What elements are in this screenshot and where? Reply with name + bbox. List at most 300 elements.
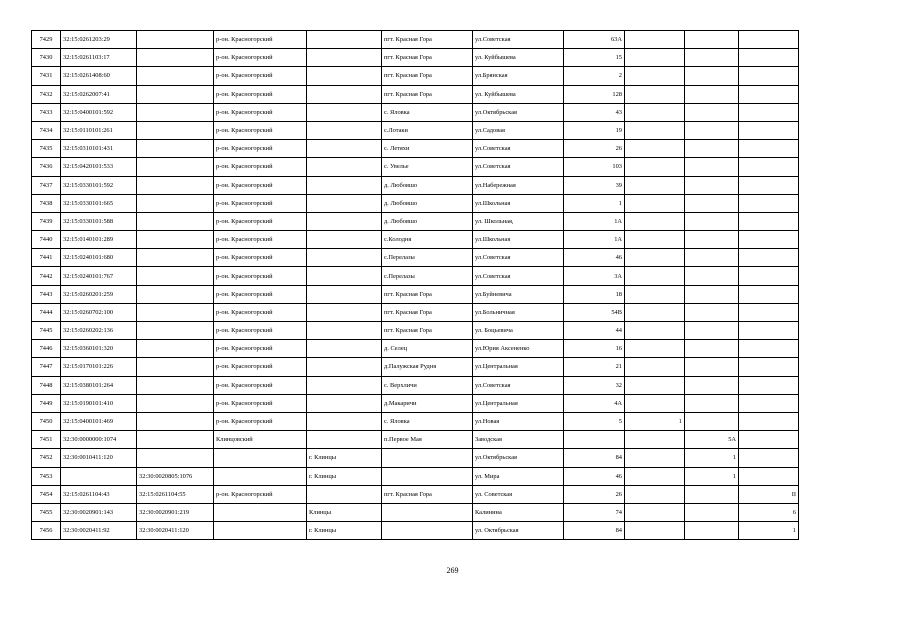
- cell-city: [307, 485, 382, 503]
- cell-cadastral-number: 32:15:0190101:410: [61, 394, 137, 412]
- cell-extra-col-1: [625, 121, 685, 139]
- cell-city: [307, 394, 382, 412]
- cell-district: р-он. Красногорский: [214, 176, 307, 194]
- cell-extra-col-1: [625, 503, 685, 521]
- cell-extra-col-3: [739, 176, 799, 194]
- cell-extra-col-2: [685, 49, 739, 67]
- cell-row-number: 7435: [32, 140, 61, 158]
- cell-row-number: 7456: [32, 522, 61, 540]
- cell-cadastral-number: 32:15:0330101:592: [61, 176, 137, 194]
- cell-house-number: 32: [564, 376, 625, 394]
- cell-extra-col-1: 1: [625, 412, 685, 430]
- cell-extra-col-3: [739, 412, 799, 430]
- cell-extra-col-3: [739, 285, 799, 303]
- table-row: [32, 67, 799, 85]
- cell-cadastral-number-2: [137, 285, 214, 303]
- cell-extra-col-1: [625, 303, 685, 321]
- table-row: [32, 103, 799, 121]
- cell-cadastral-number: 32:15:0330101:665: [61, 194, 137, 212]
- cell-extra-col-3: [739, 158, 799, 176]
- cell-street: ул.Советская: [473, 158, 564, 176]
- cell-house-number: 26: [564, 485, 625, 503]
- cell-extra-col-2: [685, 394, 739, 412]
- page-number: 269: [446, 566, 459, 575]
- cell-city: [307, 303, 382, 321]
- cell-district: р-он. Красногорский: [214, 231, 307, 249]
- cell-row-number: 7432: [32, 85, 61, 103]
- cell-district: р-он. Красногорский: [214, 31, 307, 49]
- cell-district: р-он. Красногорский: [214, 267, 307, 285]
- cell-extra-col-1: [625, 285, 685, 303]
- cell-house-number: 43: [564, 103, 625, 121]
- cell-district: р-он. Красногорский: [214, 49, 307, 67]
- cell-street: ул.Брянская: [473, 67, 564, 85]
- cell-district: р-он. Красногорский: [214, 103, 307, 121]
- table-row: [32, 322, 799, 340]
- cell-street: ул.Центральная: [473, 394, 564, 412]
- cell-row-number: 7454: [32, 485, 61, 503]
- cell-extra-col-2: [685, 285, 739, 303]
- cell-cadastral-number: 32:15:0261104:43: [61, 485, 137, 503]
- cell-city: [307, 212, 382, 230]
- cell-city: [307, 267, 382, 285]
- cell-city: [307, 121, 382, 139]
- cell-extra-col-2: [685, 176, 739, 194]
- cell-district: р-он. Красногорский: [214, 194, 307, 212]
- cell-settlement: пгт. Красная Гора: [382, 485, 473, 503]
- cell-extra-col-3: 1: [739, 522, 799, 540]
- cell-settlement: с. Яловка: [382, 412, 473, 430]
- cell-district: р-он. Красногорский: [214, 358, 307, 376]
- cell-street: ул. Октябрьская: [473, 522, 564, 540]
- cell-settlement: с. Увелье: [382, 158, 473, 176]
- cell-extra-col-2: [685, 158, 739, 176]
- cell-extra-col-3: [739, 103, 799, 121]
- cell-street: ул. Мира: [473, 467, 564, 485]
- cell-cadastral-number-2: 32:15:0261104:55: [137, 485, 214, 503]
- table-row: [32, 176, 799, 194]
- cell-extra-col-2: [685, 522, 739, 540]
- cell-cadastral-number: 32:15:0380101:264: [61, 376, 137, 394]
- cell-extra-col-1: [625, 67, 685, 85]
- table-body: [32, 31, 799, 540]
- table-row: [32, 85, 799, 103]
- cell-cadastral-number: 32:15:0240101:680: [61, 249, 137, 267]
- cell-house-number: 84: [564, 522, 625, 540]
- cell-street: ул.Буйневича: [473, 285, 564, 303]
- cell-settlement: с. Летяхи: [382, 140, 473, 158]
- cell-extra-col-3: [739, 212, 799, 230]
- cell-city: [307, 140, 382, 158]
- cell-extra-col-3: II: [739, 485, 799, 503]
- cell-city: г. Клинцы: [307, 449, 382, 467]
- cell-extra-col-3: [739, 49, 799, 67]
- cell-cadastral-number-2: [137, 176, 214, 194]
- cell-cadastral-number-2: [137, 322, 214, 340]
- cell-extra-col-3: [739, 249, 799, 267]
- cell-row-number: 7450: [32, 412, 61, 430]
- cell-settlement: [382, 522, 473, 540]
- cell-extra-col-1: [625, 340, 685, 358]
- cell-district: р-он. Красногорский: [214, 322, 307, 340]
- cell-settlement: пгт. Красная Гора: [382, 49, 473, 67]
- cell-district: р-он. Красногорский: [214, 158, 307, 176]
- cell-row-number: 7451: [32, 431, 61, 449]
- cell-cadastral-number-2: [137, 67, 214, 85]
- cell-extra-col-3: [739, 467, 799, 485]
- cell-extra-col-2: [685, 85, 739, 103]
- cell-house-number: 2: [564, 67, 625, 85]
- cell-extra-col-1: [625, 485, 685, 503]
- cell-cadastral-number-2: [137, 103, 214, 121]
- cell-cadastral-number: 32:15:0400101:592: [61, 103, 137, 121]
- cell-settlement: пгт. Красная Гора: [382, 85, 473, 103]
- cell-extra-col-3: 6: [739, 503, 799, 521]
- cell-extra-col-1: [625, 431, 685, 449]
- cell-street: ул.Юрия Аксененко: [473, 340, 564, 358]
- cell-row-number: 7453: [32, 467, 61, 485]
- cell-cadastral-number: 32:30:0020411:92: [61, 522, 137, 540]
- table-row: [32, 158, 799, 176]
- cell-settlement: д. Селец: [382, 340, 473, 358]
- table-row: [32, 249, 799, 267]
- cell-extra-col-1: [625, 249, 685, 267]
- cell-extra-col-3: [739, 376, 799, 394]
- cell-extra-col-2: 1: [685, 467, 739, 485]
- cell-street: ул.Октябрьская: [473, 103, 564, 121]
- cell-extra-col-1: [625, 376, 685, 394]
- cell-row-number: 7441: [32, 249, 61, 267]
- cell-house-number: 15: [564, 49, 625, 67]
- cell-cadastral-number-2: [137, 231, 214, 249]
- cell-extra-col-2: [685, 376, 739, 394]
- cell-city: [307, 31, 382, 49]
- cell-city: Клинцы: [307, 503, 382, 521]
- cell-extra-col-3: [739, 140, 799, 158]
- table-row: [32, 267, 799, 285]
- cell-cadastral-number-2: [137, 85, 214, 103]
- cell-cadastral-number-2: 32:30:0020901:219: [137, 503, 214, 521]
- cell-cadastral-number: 32:15:0261203:29: [61, 31, 137, 49]
- cell-extra-col-2: [685, 194, 739, 212]
- cell-district: р-он. Красногорский: [214, 67, 307, 85]
- cell-extra-col-1: [625, 394, 685, 412]
- cell-extra-col-2: [685, 340, 739, 358]
- cell-street: ул.Советская: [473, 31, 564, 49]
- cell-row-number: 7430: [32, 49, 61, 67]
- cell-house-number: 16: [564, 340, 625, 358]
- cell-settlement: [382, 449, 473, 467]
- cell-house-number: 84: [564, 449, 625, 467]
- cell-row-number: 7446: [32, 340, 61, 358]
- cell-cadastral-number: 32:15:0330101:588: [61, 212, 137, 230]
- data-table: [31, 30, 799, 540]
- cell-cadastral-number-2: [137, 49, 214, 67]
- table-row: [32, 449, 799, 467]
- cell-extra-col-2: [685, 412, 739, 430]
- cell-street: ул.Центральная: [473, 358, 564, 376]
- cell-cadastral-number: 32:15:0260702:100: [61, 303, 137, 321]
- cell-district: р-он. Красногорский: [214, 249, 307, 267]
- cell-cadastral-number-2: [137, 412, 214, 430]
- table-row: [32, 121, 799, 139]
- cell-district: р-он. Красногорский: [214, 340, 307, 358]
- cell-cadastral-number-2: [137, 158, 214, 176]
- cell-settlement: пгт. Красная Гора: [382, 285, 473, 303]
- cell-row-number: 7455: [32, 503, 61, 521]
- cell-extra-col-2: [685, 212, 739, 230]
- cell-city: г. Клинцы: [307, 467, 382, 485]
- cell-cadastral-number-2: 32:30:0020411:120: [137, 522, 214, 540]
- cell-city: [307, 431, 382, 449]
- cell-cadastral-number: 32:15:0140101:289: [61, 231, 137, 249]
- cell-street: ул.Советская: [473, 376, 564, 394]
- cell-cadastral-number: [61, 467, 137, 485]
- cell-house-number: 1: [564, 194, 625, 212]
- cell-row-number: 7440: [32, 231, 61, 249]
- cell-district: р-он. Красногорский: [214, 285, 307, 303]
- cell-district: р-он. Красногорский: [214, 412, 307, 430]
- cell-cadastral-number: 32:15:0360101:320: [61, 340, 137, 358]
- cell-district: [214, 503, 307, 521]
- cell-extra-col-1: [625, 103, 685, 121]
- cell-cadastral-number: 32:15:0260202:136: [61, 322, 137, 340]
- cell-house-number: 46: [564, 249, 625, 267]
- cell-street: ул. Боцьевича: [473, 322, 564, 340]
- cell-extra-col-2: [685, 503, 739, 521]
- cell-cadastral-number: 32:15:0261103:17: [61, 49, 137, 67]
- cell-row-number: 7443: [32, 285, 61, 303]
- cell-cadastral-number-2: [137, 121, 214, 139]
- cell-extra-col-1: [625, 522, 685, 540]
- cell-extra-col-1: [625, 449, 685, 467]
- cell-row-number: 7449: [32, 394, 61, 412]
- cell-row-number: 7439: [32, 212, 61, 230]
- cell-extra-col-2: [685, 322, 739, 340]
- cell-extra-col-3: [739, 194, 799, 212]
- cell-row-number: 7448: [32, 376, 61, 394]
- cell-extra-col-1: [625, 467, 685, 485]
- cell-settlement: пгт. Красная Гора: [382, 67, 473, 85]
- cell-extra-col-1: [625, 194, 685, 212]
- cell-settlement: с.Лотаки: [382, 121, 473, 139]
- table-row: [32, 376, 799, 394]
- cell-settlement: д. Любовшо: [382, 194, 473, 212]
- cell-settlement: пгт. Красная Гора: [382, 303, 473, 321]
- cell-city: г. Клинцы: [307, 522, 382, 540]
- cell-extra-col-3: [739, 31, 799, 49]
- cell-district: р-он. Красногорский: [214, 303, 307, 321]
- cell-house-number: 54В: [564, 303, 625, 321]
- cell-extra-col-2: [685, 358, 739, 376]
- cell-cadastral-number-2: [137, 376, 214, 394]
- cell-house-number: 74: [564, 503, 625, 521]
- cell-street: ул.Новая: [473, 412, 564, 430]
- cell-street: ул. Куйбышева: [473, 85, 564, 103]
- cell-street: ул.Больничная: [473, 303, 564, 321]
- cell-street: ул.Советская: [473, 140, 564, 158]
- table-row: [32, 412, 799, 430]
- table-row: [32, 485, 799, 503]
- cell-cadastral-number-2: [137, 431, 214, 449]
- cell-extra-col-3: [739, 267, 799, 285]
- cell-cadastral-number: 32:15:0110101:261: [61, 121, 137, 139]
- cell-extra-col-1: [625, 231, 685, 249]
- cell-cadastral-number-2: [137, 394, 214, 412]
- cell-district: [214, 522, 307, 540]
- cell-settlement: [382, 467, 473, 485]
- table-row: [32, 522, 799, 540]
- table-row: [32, 340, 799, 358]
- cell-house-number: 1А: [564, 212, 625, 230]
- cell-extra-col-2: [685, 140, 739, 158]
- cell-extra-col-3: [739, 121, 799, 139]
- cell-street: ул.Садовая: [473, 121, 564, 139]
- cell-settlement: д. Любовшо: [382, 212, 473, 230]
- cell-city: [307, 322, 382, 340]
- table-row: [32, 140, 799, 158]
- cell-extra-col-1: [625, 176, 685, 194]
- cell-settlement: д. Любовшо: [382, 176, 473, 194]
- cell-city: [307, 49, 382, 67]
- cell-extra-col-3: [739, 431, 799, 449]
- cell-street: ул.Школьная: [473, 194, 564, 212]
- cell-district: р-он. Красногорский: [214, 212, 307, 230]
- cell-settlement: п.Первое Мая: [382, 431, 473, 449]
- table-row: [32, 503, 799, 521]
- cell-district: [214, 449, 307, 467]
- cell-cadastral-number-2: [137, 340, 214, 358]
- cell-cadastral-number-2: 32:30:0020805:1076: [137, 467, 214, 485]
- table-row: [32, 285, 799, 303]
- cell-extra-col-1: [625, 267, 685, 285]
- cell-extra-col-3: [739, 394, 799, 412]
- table-row: [32, 49, 799, 67]
- cell-cadastral-number: 32:15:0170101:226: [61, 358, 137, 376]
- cell-settlement: с. Яловка: [382, 103, 473, 121]
- cell-district: р-он. Красногорский: [214, 376, 307, 394]
- cell-row-number: 7436: [32, 158, 61, 176]
- cell-city: [307, 285, 382, 303]
- cell-extra-col-1: [625, 158, 685, 176]
- cell-cadastral-number-2: [137, 194, 214, 212]
- cell-extra-col-1: [625, 212, 685, 230]
- cell-city: [307, 85, 382, 103]
- table-row: [32, 358, 799, 376]
- cell-extra-col-1: [625, 358, 685, 376]
- cell-row-number: 7431: [32, 67, 61, 85]
- cell-cadastral-number-2: [137, 31, 214, 49]
- cell-extra-col-2: 1: [685, 449, 739, 467]
- cell-row-number: 7433: [32, 103, 61, 121]
- cell-cadastral-number: 32:15:0260201:259: [61, 285, 137, 303]
- cell-house-number: 26: [564, 140, 625, 158]
- cell-cadastral-number: 32:15:0261408:60: [61, 67, 137, 85]
- cell-district: р-он. Красногорский: [214, 394, 307, 412]
- cell-district: р-он. Красногорский: [214, 485, 307, 503]
- cell-cadastral-number-2: [137, 303, 214, 321]
- cell-cadastral-number: 32:30:0010411:120: [61, 449, 137, 467]
- cell-extra-col-2: [685, 249, 739, 267]
- cell-extra-col-1: [625, 31, 685, 49]
- cell-cadastral-number-2: [137, 140, 214, 158]
- cell-settlement: с.Колодня: [382, 231, 473, 249]
- table-row: [32, 31, 799, 49]
- table-row: [32, 194, 799, 212]
- cell-city: [307, 67, 382, 85]
- cell-house-number: 39: [564, 176, 625, 194]
- cell-row-number: 7438: [32, 194, 61, 212]
- cell-row-number: 7442: [32, 267, 61, 285]
- cell-street: ул. Советская: [473, 485, 564, 503]
- cell-row-number: 7447: [32, 358, 61, 376]
- cell-extra-col-2: [685, 485, 739, 503]
- cell-street: ул.Набережная: [473, 176, 564, 194]
- cell-extra-col-3: [739, 358, 799, 376]
- cell-extra-col-3: [739, 340, 799, 358]
- cell-street: ул. Куйбышева: [473, 49, 564, 67]
- cell-city: [307, 194, 382, 212]
- cell-settlement: с. Верхличи: [382, 376, 473, 394]
- cell-house-number: 3А: [564, 267, 625, 285]
- cell-cadastral-number-2: [137, 212, 214, 230]
- cell-city: [307, 358, 382, 376]
- cell-extra-col-2: [685, 31, 739, 49]
- cell-row-number: 7452: [32, 449, 61, 467]
- cell-extra-col-3: [739, 303, 799, 321]
- cell-city: [307, 376, 382, 394]
- cell-extra-col-1: [625, 140, 685, 158]
- cell-settlement: д.Макаричи: [382, 394, 473, 412]
- cell-extra-col-1: [625, 322, 685, 340]
- cell-cadastral-number: 32:15:0262007:41: [61, 85, 137, 103]
- cell-cadastral-number: 32:15:0310101:431: [61, 140, 137, 158]
- cell-cadastral-number-2: [137, 449, 214, 467]
- cell-settlement: с.Перелазы: [382, 249, 473, 267]
- cell-district: р-он. Красногорский: [214, 85, 307, 103]
- cell-row-number: 7434: [32, 121, 61, 139]
- cell-street: ул.Октябрьская: [473, 449, 564, 467]
- cell-city: [307, 249, 382, 267]
- table-row: [32, 394, 799, 412]
- cell-street: ул.Советская: [473, 249, 564, 267]
- table-row: [32, 467, 799, 485]
- cell-extra-col-2: [685, 121, 739, 139]
- cell-street: ул.Школьная: [473, 231, 564, 249]
- cell-house-number: 63А: [564, 31, 625, 49]
- cell-cadastral-number: 32:30:0000000:1074: [61, 431, 137, 449]
- cell-row-number: 7429: [32, 31, 61, 49]
- cell-district: [214, 467, 307, 485]
- cell-extra-col-2: [685, 231, 739, 249]
- cell-district: р-он. Красногорский: [214, 140, 307, 158]
- cell-house-number: 21: [564, 358, 625, 376]
- cell-city: [307, 158, 382, 176]
- cell-city: [307, 412, 382, 430]
- cell-cadastral-number-2: [137, 267, 214, 285]
- cell-row-number: 7437: [32, 176, 61, 194]
- cell-extra-col-3: [739, 231, 799, 249]
- cell-settlement: [382, 503, 473, 521]
- cell-city: [307, 103, 382, 121]
- cell-extra-col-2: [685, 303, 739, 321]
- cell-house-number: 5: [564, 412, 625, 430]
- cell-cadastral-number-2: [137, 358, 214, 376]
- cell-extra-col-3: [739, 85, 799, 103]
- cell-extra-col-2: 5А: [685, 431, 739, 449]
- cell-house-number: 103: [564, 158, 625, 176]
- cell-street: ул.Советская: [473, 267, 564, 285]
